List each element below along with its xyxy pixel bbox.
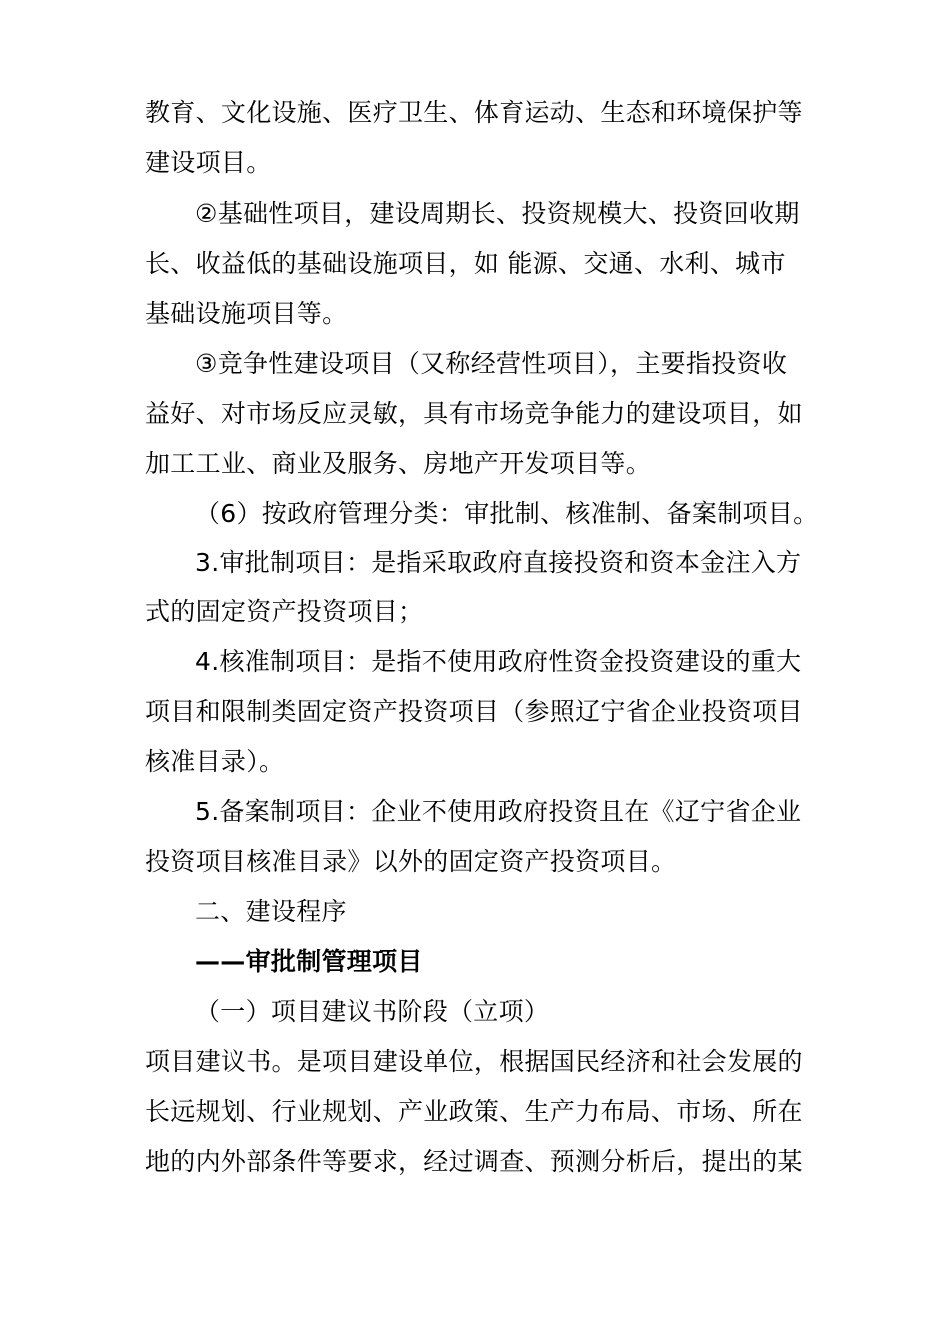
text-line: 投资项目核准目录》以外的固定资产投资项目。 xyxy=(145,847,677,876)
text-line: 长、收益低的基础设施项目，如 能源、交通、水利、城市 xyxy=(145,249,786,278)
subsection-heading: ——审批制管理项目 xyxy=(195,947,423,976)
text-line: ②基础性项目，建设周期长、投资规模大、投资回收期 xyxy=(195,199,800,228)
text-line: 式的固定资产投资项目； xyxy=(145,597,424,626)
text-line: 加工工业、商业及服务、房地产开发项目等。 xyxy=(145,449,652,478)
text-line: 5.备案制项目：企业不使用政府投资且在《辽宁省企业 xyxy=(195,797,802,826)
text-line: 建设项目。 xyxy=(145,148,272,177)
text-line: 长远规划、行业规划、产业政策、生产力布局、市场、所在 xyxy=(145,1097,803,1126)
text-line: 地的内外部条件等要求，经过调查、预测分析后，提出的某 xyxy=(145,1147,803,1176)
text-line: 项目和限制类固定资产投资项目（参照辽宁省企业投资项目 xyxy=(145,697,803,726)
text-line: 项目建议书。是项目建设单位，根据国民经济和社会发展的 xyxy=(145,1047,803,1076)
text-line: 3.审批制项目：是指采取政府直接投资和资本金注入方 xyxy=(195,548,802,577)
text-line: （6）按政府管理分类：审批制、核准制、备案制项目。 xyxy=(195,499,819,528)
subsection-heading: （一）项目建议书阶段（立项） xyxy=(195,997,550,1026)
text-line: 教育、文化设施、医疗卫生、体育运动、生态和环境保护等 xyxy=(145,98,803,127)
section-heading: 二、建设程序 xyxy=(195,897,347,926)
text-line: 益好、对市场反应灵敏，具有市场竞争能力的建设项目，如 xyxy=(145,399,803,428)
text-line: 4.核准制项目：是指不使用政府性资金投资建设的重大 xyxy=(195,647,802,676)
text-line: 基础设施项目等。 xyxy=(145,299,348,328)
text-line: 核准目录）。 xyxy=(145,747,285,776)
text-line: ③竞争性建设项目（又称经营性项目），主要指投资收 xyxy=(195,349,788,378)
